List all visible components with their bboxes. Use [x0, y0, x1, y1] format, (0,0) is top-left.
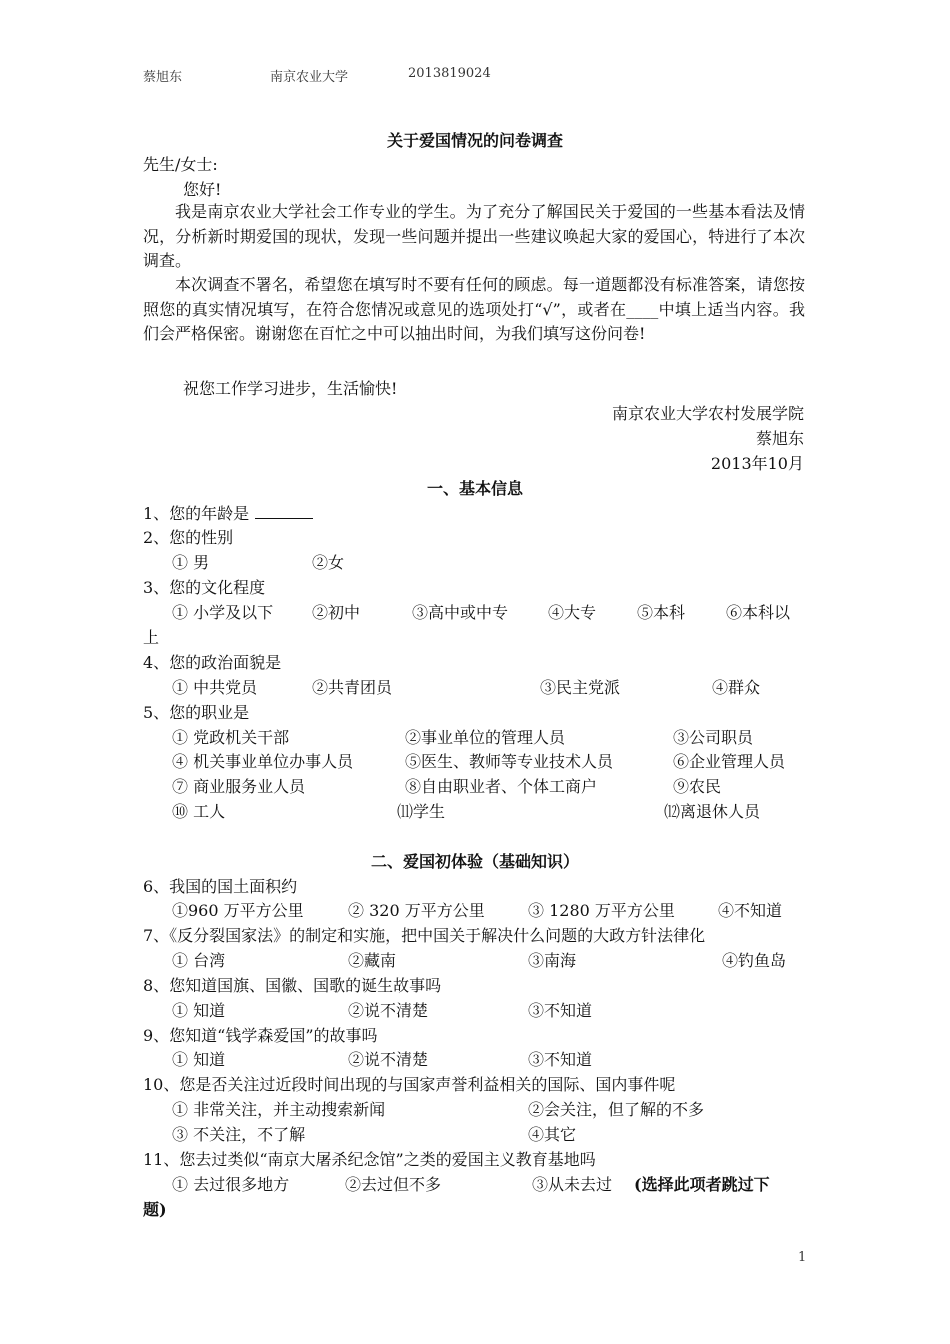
option[interactable]: ⑥企业管理人员	[673, 752, 786, 771]
option[interactable]: ②藏南	[348, 951, 397, 970]
intro-paragraph: 我是南京农业大学社会工作专业的学生。为了充分了解国民关于爱国的一些基本看法及情况，分析新时期爱国的现状，发现一些问题并提出一些建议唤起大家的爱国心，特进行了本次调查。	[143, 202, 805, 270]
option[interactable]: ④群众	[712, 678, 761, 697]
option[interactable]: ②说不清楚	[348, 1001, 429, 1020]
option[interactable]: ②初中	[312, 603, 361, 622]
option[interactable]: ① 小学及以下	[172, 603, 274, 622]
option[interactable]: ②事业单位的管理人员	[405, 728, 566, 747]
page-title: 关于爱国情况的问卷调查	[386, 131, 563, 150]
question-1	[143, 501, 313, 524]
option[interactable]: ① 去过很多地方	[172, 1175, 290, 1194]
signature-org: 南京农业大学农村发展学院	[611, 404, 804, 423]
option[interactable]: ③高中或中专	[412, 603, 509, 622]
option[interactable]: ⑿离退休人员	[664, 802, 761, 821]
question-10-text: 10、您是否关注过近段时间出现的与国家声誉利益相关的国际、国内事件呢	[143, 1075, 676, 1094]
option[interactable]: ②女	[312, 553, 345, 572]
question-4-text: 4、您的政治面貌是	[143, 653, 282, 672]
option[interactable]: ②说不清楚	[348, 1050, 429, 1069]
option[interactable]: ⑤本科	[637, 603, 686, 622]
header-name: 蔡旭东	[143, 70, 183, 85]
header-student-id: 2013819024	[408, 66, 491, 81]
question-3-text: 3、您的文化程度	[143, 578, 266, 597]
option[interactable]: ④钓鱼岛	[722, 951, 787, 970]
instructions-paragraph: 本次调查不署名，希望您在填写时不要有任何的顾虑。每一道题都没有标准答案，请您按照您的真实情况填写，在符合您情况或意见的选项处打“√”，或者在____中填上适当内容。我们会严格保密。谢谢您在百忙之中可以抽出时间，为我们填写这份问卷!	[143, 275, 805, 343]
option[interactable]: ②会关注，但了解的不多	[528, 1100, 705, 1119]
question-6-text: 6、我国的国土面积约	[143, 877, 298, 896]
option[interactable]: ③ 1280 万平方公里	[528, 901, 675, 920]
question-9-text: 9、您知道“钱学森爱国”的故事吗	[143, 1026, 378, 1045]
option[interactable]: ① 知道	[172, 1050, 226, 1069]
question-1-text: 1、您的年龄是	[143, 504, 250, 523]
greeting: 您好!	[183, 180, 222, 199]
option[interactable]: ②共青团员	[312, 678, 393, 697]
option[interactable]: ① 非常关注，并主动搜索新闻	[172, 1100, 386, 1119]
option[interactable]: ⑾学生	[397, 802, 446, 821]
option[interactable]: ① 中共党员	[172, 678, 258, 697]
option[interactable]: ⑩ 工人	[172, 802, 226, 821]
question-8-text: 8、您知道国旗、国徽、国歌的诞生故事吗	[143, 976, 442, 995]
option[interactable]: ④其它	[528, 1125, 577, 1144]
question-3-wrap: 上	[143, 628, 160, 647]
option[interactable]: ⑦ 商业服务业人员	[172, 777, 306, 796]
question-2-text: 2、您的性别	[143, 528, 234, 547]
option[interactable]: ③公司职员	[673, 728, 754, 747]
option[interactable]: ③南海	[528, 951, 577, 970]
option[interactable]: ② 320 万平方公里	[348, 901, 485, 920]
option[interactable]: ③民主党派	[540, 678, 621, 697]
question-5-text: 5、您的职业是	[143, 703, 250, 722]
page-number: 1	[798, 1250, 807, 1265]
age-blank[interactable]	[255, 504, 313, 519]
option[interactable]: ③不知道	[528, 1001, 593, 1020]
option[interactable]: ④不知道	[718, 901, 783, 920]
option[interactable]: ① 知道	[172, 1001, 226, 1020]
option[interactable]: ⑤医生、教师等专业技术人员	[405, 752, 614, 771]
section-patriotism-basics-title: 二、爱国初体验（基础知识）	[370, 852, 579, 871]
skip-note: (选择此项者跳过下	[634, 1175, 770, 1194]
header-school: 南京农业大学	[270, 70, 349, 85]
option[interactable]: ① 台湾	[172, 951, 226, 970]
skip-note-wrap: 题)	[143, 1200, 167, 1219]
option[interactable]: ① 男	[172, 553, 210, 572]
option[interactable]: ①960 万平方公里	[172, 901, 304, 920]
option[interactable]: ④大专	[548, 603, 597, 622]
option[interactable]: ③ 不关注，不了解	[172, 1125, 306, 1144]
option[interactable]: ① 党政机关干部	[172, 728, 290, 747]
option[interactable]: ②去过但不多	[345, 1175, 442, 1194]
option[interactable]: ③从未去过	[532, 1175, 613, 1194]
question-11-text: 11、您去过类似“南京大屠杀纪念馆”之类的爱国主义教育基地吗	[143, 1150, 596, 1169]
option[interactable]: ⑥本科以	[726, 603, 791, 622]
signature-name: 蔡旭东	[755, 429, 804, 448]
option[interactable]: ③不知道	[528, 1050, 593, 1069]
section-basic-info-title: 一、基本信息	[426, 479, 523, 498]
signature-date: 2013年10月	[710, 454, 804, 473]
option[interactable]: ⑨农民	[673, 777, 722, 796]
salutation: 先生/女士:	[143, 155, 218, 174]
closing-line: 祝您工作学习进步，生活愉快!	[183, 379, 398, 398]
question-7-text: 7、《反分裂国家法》的制定和实施，把中国关于解决什么问题的大政方针法律化	[143, 926, 706, 945]
option[interactable]: ④ 机关事业单位办事人员	[172, 752, 354, 771]
option[interactable]: ⑧自由职业者、个体工商户	[405, 777, 598, 796]
